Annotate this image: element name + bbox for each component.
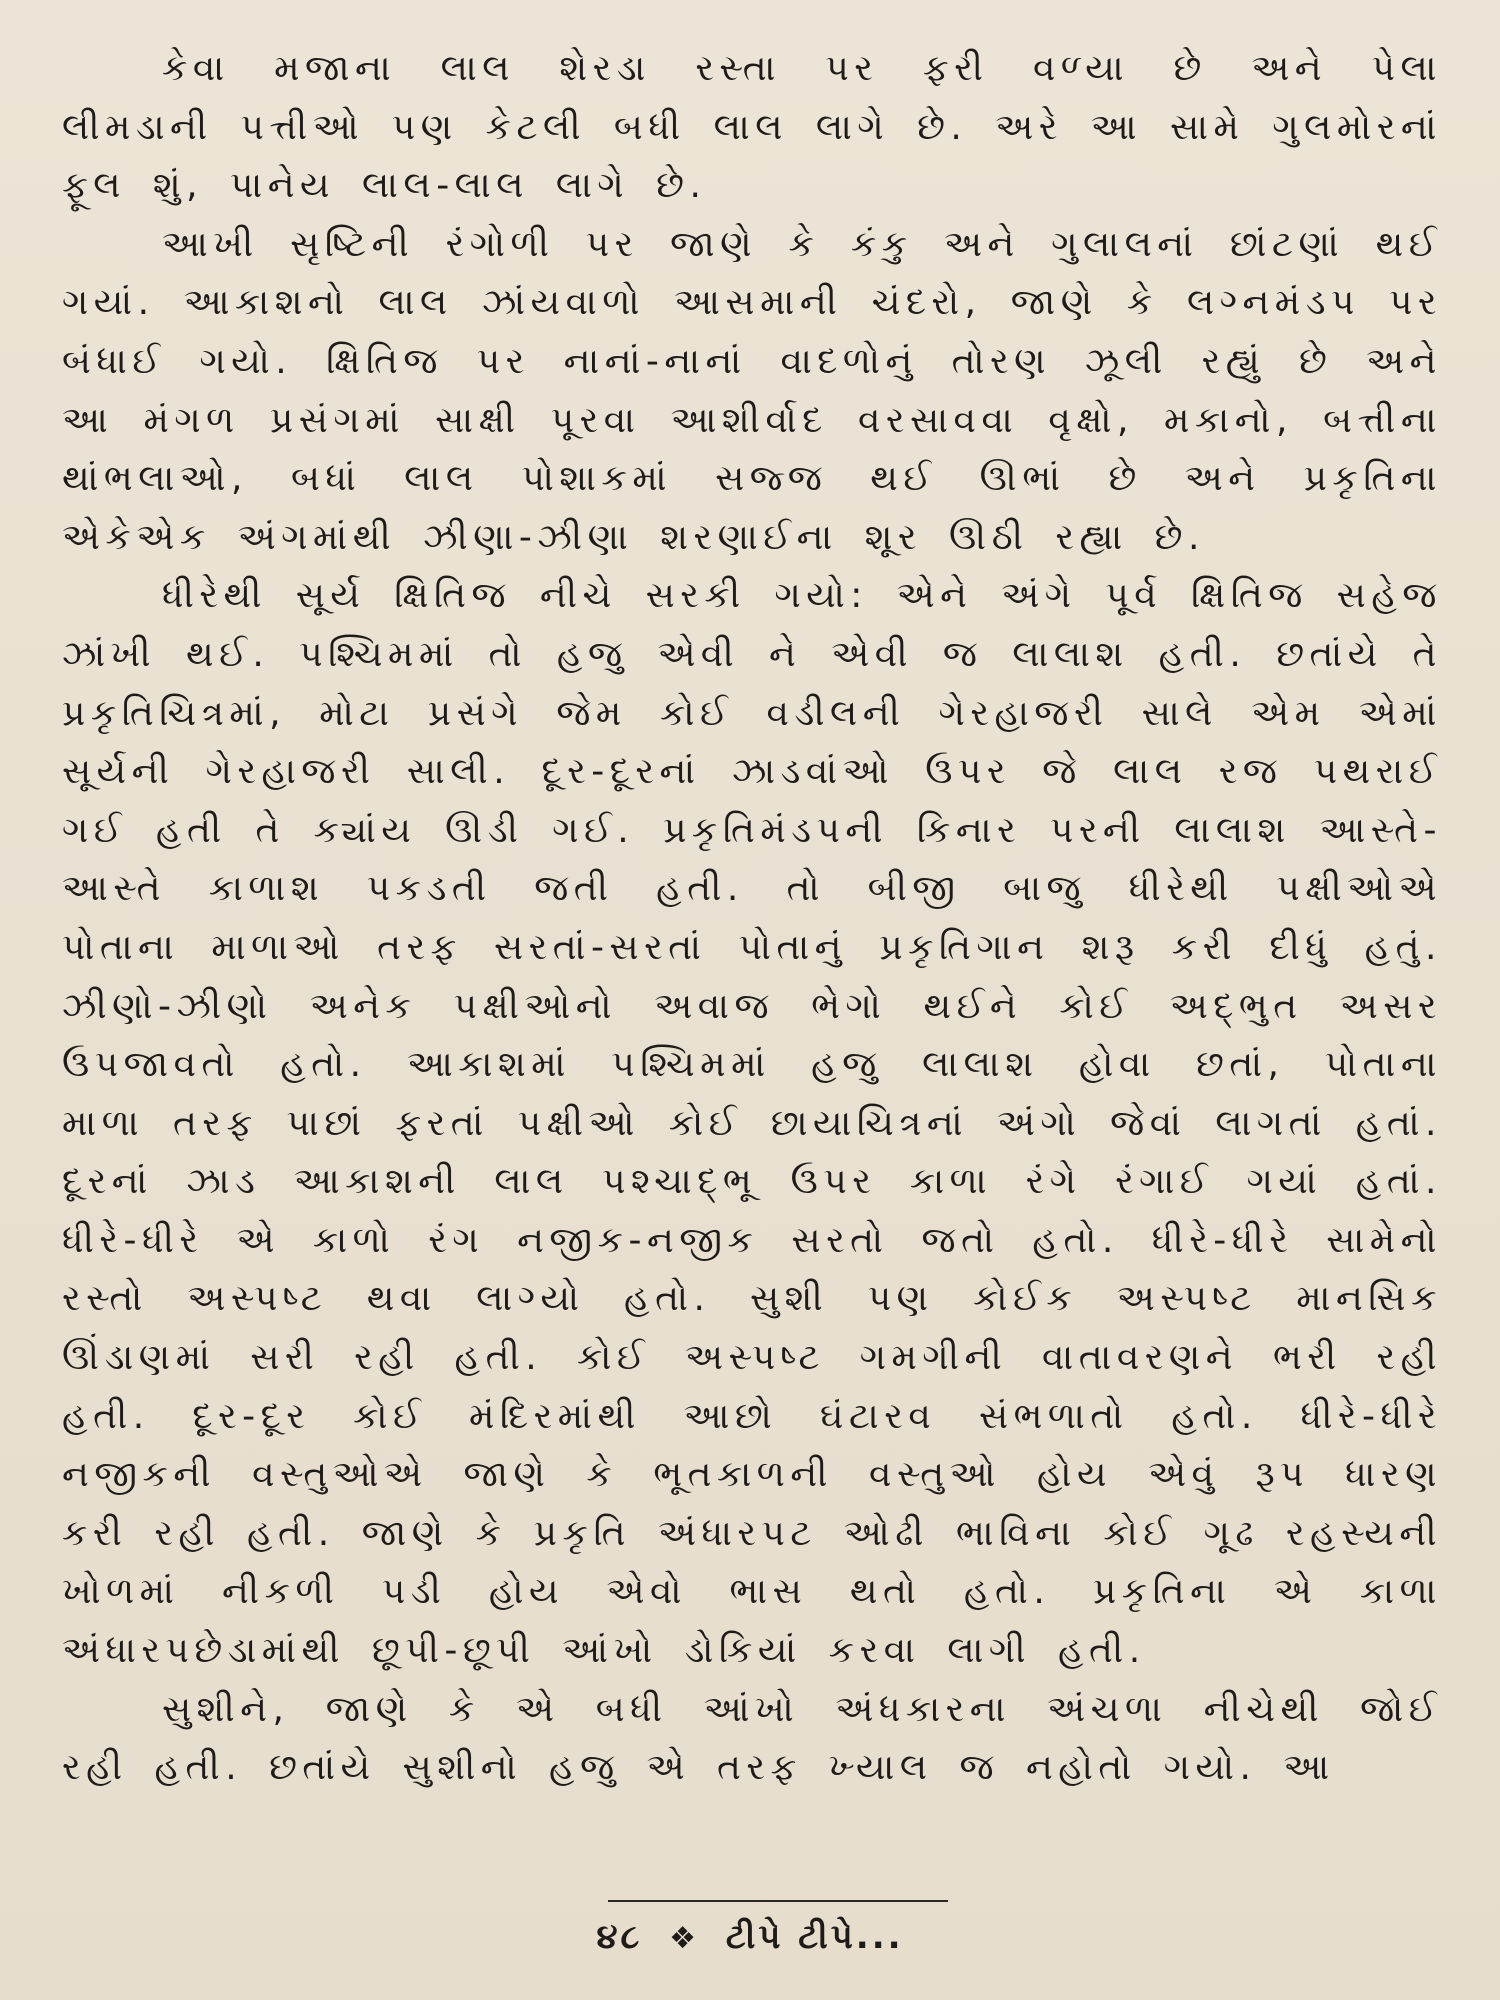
footer-divider (608, 1900, 948, 1902)
paragraph-4: સુશીને, જાણે કે એ બધી આંખો અંધકારના અંચળા નીચેથી જોઈ રહી હતી. છતાંયે સુશીનો હજુ એ તરફ ખ્યાલ જ નહોતો ગયો. આ (62, 1688, 1442, 1789)
paragraph-2: આખી સૃષ્ટિની રંગોળી પર જાણે કે કંકુ અને ગુલાલનાં છાંટણાં થઈ ગયાં. આકાશનો લાલ ઝાંયવાળો આસમાની ચંદરો, જાણે કે લગ્નમંડપ પર બંધાઈ ગયો. ક્ષિતિજ પર નાનાં-નાનાં વાદળોનું તોરણ ઝૂલી રહ્યું છે અને આ મંગળ પ્રસંગમાં સાક્ષી પૂરવા આશીર્વાદ વરસાવવા વૃક્ષો, મકાનો, બત્તીના થાંભલાઓ, બધાં લાલ પોશાકમાં સજ્જ થઈ ઊભાં છે અને પ્રકૃતિના એકેએક અંગમાંથી ઝીણા-ઝીણા શરણાઈના શૂર ઊઠી રહ્યા છે. (62, 223, 1442, 558)
paragraph-1: કેવા મજાના લાલ શેરડા રસ્તા પર ફરી વળ્યા છે અને પેલા લીમડાની પત્તીઓ પણ કેટલી બધી લાલ લાગે છે. અરે આ સામે ગુલમોરનાં ફૂલ શું, પાનેય લાલ-લાલ લાગે છે. (62, 48, 1442, 207)
page-number: ૪૮ (596, 1917, 643, 1957)
paragraph-3: ધીરેથી સૂર્ય ક્ષિતિજ નીચે સરકી ગયો: એને અંગે પૂર્વ ક્ષિતિજ સહેજ ઝાંખી થઈ. પશ્ચિમમાં તો હજુ એવી ને એવી જ લાલાશ હતી. છતાંયે તે પ્રકૃતિચિત્રમાં, મોટા પ્રસંગે જેમ કોઈ વડીલની ગેરહાજરી સાલે એમ એમાં સૂર્યની ગેરહાજરી સાલી. દૂર-દૂરનાં ઝાડવાંઓ ઉપર જે લાલ રજ પથરાઈ ગઈ હતી તે ક્યાંય ઊડી ગઈ. પ્રકૃતિમંડપની કિનાર પરની લાલાશ આસ્તે-આસ્તે કાળાશ પકડતી જતી હતી. તો બીજી બાજુ ધીરેથી પક્ષીઓએ પોતાના માળાઓ તરફ સરતાં-સરતાં પોતાનું પ્રકૃતિગાન શરૂ કરી દીધું હતું. ઝીણો-ઝીણો અનેક પક્ષીઓનો અવાજ ભેગો થઈને કોઈ અદ્ભુત અસર ઉપજાવતો હતો. આકાશમાં પશ્ચિમમાં હજુ લાલાશ હોવા છતાં, પોતાના માળા તરફ પાછાં ફરતાં પક્ષીઓ કોઈ છાયાચિત્રનાં અંગો જેવાં લાગતાં હતાં. દૂરનાં ઝાડ આકાશની લાલ પશ્ચાદ્ભૂ ઉપર કાળા રંગે રંગાઈ ગયાં હતાં. ધીરે-ધીરે એ કાળો રંગ નજીક-નજીક સરતો જતો હતો. ધીરે-ધીરે સામેનો રસ્તો અસ્પષ્ટ થવા લાગ્યો હતો. સુશી પણ કોઈક અસ્પષ્ટ માનસિક ઊંડાણમાં સરી રહી હતી. કોઈ અસ્પષ્ટ ગમગીની વાતાવરણને ભરી રહી હતી. દૂર-દૂર કોઈ મંદિરમાંથી આછો ઘંટારવ સંભળાતો હતો. ધીરે-ધીરે નજીકની વસ્તુઓએ જાણે કે ભૂતકાળની વસ્તુઓ હોય એવું રૂપ ધારણ કરી રહી હતી. જાણે કે પ્રકૃતિ અંધારપટ ઓઢી ભાવિના કોઈ ગૂઢ રહસ્યની ખોળમાં નીકળી પડી હોય એવો ભાસ થતો હતો. પ્રકૃતિના એ કાળા અંધારપછેડામાંથી છૂપી-છૂપી આંખો ડોકિયાં કરવા લાગી હતી. (62, 575, 1442, 1672)
page-footer (0, 1917, 1500, 1957)
page-body-text (62, 40, 1442, 1798)
book-title: ટીપે ટીપે... (725, 1917, 904, 1957)
ornament-icon: ❖ (669, 1921, 699, 1956)
